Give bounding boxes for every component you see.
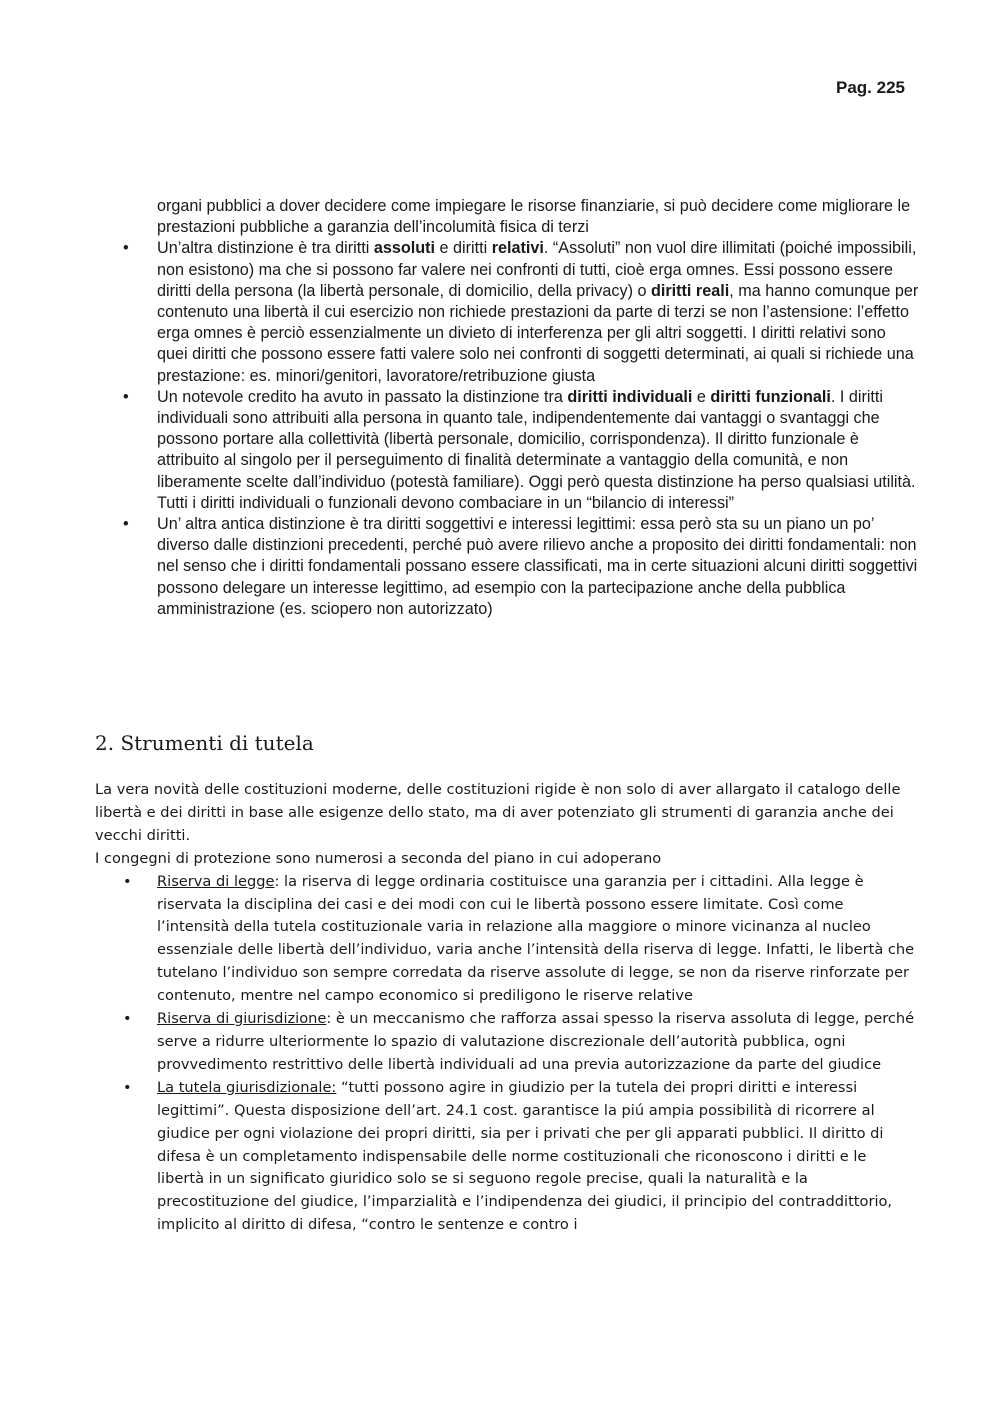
list-item-riserva-di-legge	[120, 871, 915, 1008]
bullet-icon: •	[123, 1078, 132, 1096]
text: : la riserva di legge ordinaria costituisce una garanzia per i cittadini. Alla legge è riservata la disciplina dei casi e dei modi con cui le libertà possono essere limitate. Così come l’intensità della tutela costituzionale varia in relazione alla maggiore o minore vicinanza al nucleo essenziale delle libertà dell’individuo, varia anche l’intensità della riserva di legge. Infatti, le libertà che tutelano l’individuo son sempre corredata da riserve assolute di legge, se non da riserve rinforzate per contenuto, mentre nel campo economico si prediligono le riserve relative	[157, 872, 915, 1005]
text: . I diritti individuali sono attribuiti alla persona in quanto tale, indipendentemente dai vantaggi o svantaggi che possono portare alla collettività (libertà personale, domicilio, corrispondenza). Il diritto funzionale è attribuito al singolo per il perseguimento di finalità determinate a vantaggio della comunità, e non liberamente scelte dall’individuo (potestà familiare). Oggi però questa distinzione ha perso qualsiasi utilità. Tutti i diritti individuali o funzionali devono combaciare in un “bilancio di interessi”	[157, 387, 916, 512]
list-item-individual-functional	[120, 387, 920, 514]
paragraph: La vera novità delle costituzioni moderne, delle costituzioni rigide è non solo di aver allargato il catalogo delle libertà e dei diritti in base alle esigenze dello stato, ma di aver potenziato gli strumenti di garanzia anche dei vecchi diritti.	[95, 781, 901, 844]
underlined-term: Riserva di legge	[157, 872, 275, 890]
text: Un’ altra antica distinzione è tra diritti soggettivi e interessi legittimi: essa però sta su un piano un po’ diverso dalle distinzioni precedenti, perché può avere rilievo anche a proposito dei diritti fondamentali: non nel senso che i diritti fondamentali possano essere classificati, ma in certe situazioni alcuni diritti soggettivi possono delegare un interesse legittimo, ad esempio con la partecipazione anche della pubblica amministrazione (es. sciopero non autorizzato)	[157, 515, 918, 618]
bullet-icon: •	[123, 515, 129, 534]
bold-term: diritti reali	[650, 281, 730, 300]
bold-term: diritti funzionali	[710, 387, 831, 406]
bullet-icon: •	[123, 1010, 132, 1028]
text: e	[692, 387, 711, 406]
text: Un notevole credito ha avuto in passato la distinzione tra	[157, 387, 568, 406]
bullet-list	[120, 871, 915, 1238]
text: : è un meccanismo che rafforza assai spesso la riserva assoluta di legge, perché serve a ridurre ulteriormente lo spazio di valutazione discrezionale dell’autorità pubblica, ogni provvedimento restrittivo delle libertà individuali ad una previa autorizzazione da parte del giudice	[157, 1010, 915, 1073]
bullet-icon: •	[123, 387, 129, 406]
list-item-absolute-relative	[120, 238, 920, 386]
bullet-icon: •	[123, 872, 132, 890]
bullet-icon: •	[123, 239, 129, 258]
section-protection-tools	[95, 779, 915, 1237]
text: “tutti possono agire in giudizio per la tutela dei propri diritti e interessi legittimi”. Questa disposizione dell’art. 24.1 cost. garantisce la piú ampia possibilità di ricorrere al giudice per ogni violazione dei propri diritti, sia per i privati che per gli apparati pubblici. Il diritto di difesa è un completamento indispensabile delle norme costituzionali che riconoscono i diritti e le libertà in un significato giuridico solo se si seguono regole precise, quali la naturalità e la precostituzione del giudice, l’imparzialità e l’indipendenza dei giudici, il principio del contraddittorio, implicito al diritto di difesa, “contro le sentenze e contro i	[157, 1078, 893, 1234]
bold-term: diritti individuali	[567, 387, 693, 406]
bold-term: relativi	[491, 239, 544, 258]
continued-paragraph: organi pubblici a dover decidere come impiegare le risorse finanziarie, si può decidere come migliorare le prestazioni pubbliche a garanzia dell’incolumità fisica di terzi	[157, 197, 911, 237]
text: e diritti	[435, 239, 492, 258]
section-rights-classification	[120, 196, 920, 620]
list-item-riserva-di-giurisdizione	[120, 1008, 915, 1077]
text: . “Assoluti” non vuol dire illimitati (poiché impossibili, non esistono) ma che si possono far valere nei confronti di tutti, cioè erga omnes. Essi possono essere diritti della persona (la libertà personale, di domicilio, della privacy) o	[157, 239, 917, 300]
list-item-subjective-legitimate	[120, 514, 920, 620]
text: , ma hanno comunque per contenuto una libertà il cui esercizio non richiede prestazioni da parte di terzi se non l’astensione: l’effetto erga omnes è perciò essenzialmente un divieto di interferenza per gli altri soggetti. I diritti relativi sono quei diritti che possono essere fatti valere solo nei confronti di soggetti determinati, ai quali si richiede una prestazione: es. minori/genitori, lavoratore/retribuzione giusta	[157, 281, 919, 385]
list-item-tutela-giurisdizionale	[120, 1077, 915, 1237]
page-number: Pag. 225	[836, 78, 905, 97]
underlined-term: La tutela giurisdizionale:	[157, 1078, 337, 1096]
paragraph: I congegni di protezione sono numerosi a seconda del piano in cui adoperano	[95, 849, 662, 867]
text: Un’altra distinzione è tra diritti	[157, 239, 374, 258]
bold-term: assoluti	[373, 239, 435, 258]
underlined-term: Riserva di giurisdizione	[157, 1010, 327, 1028]
bullet-list	[120, 238, 920, 620]
section-heading: 2. Strumenti di tutela	[95, 731, 314, 755]
